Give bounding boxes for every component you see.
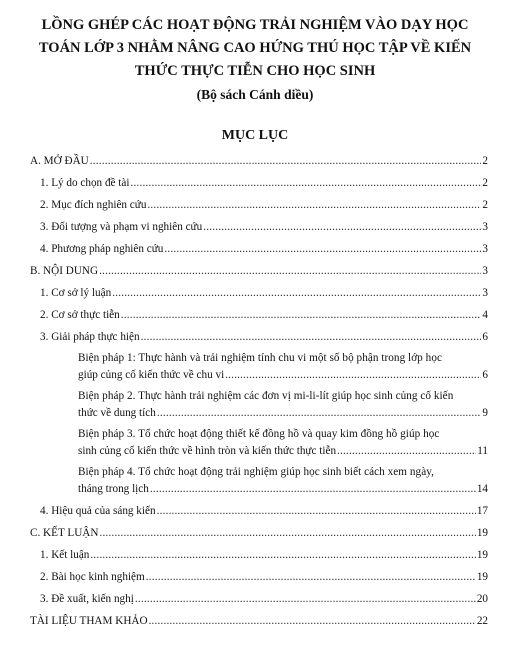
toc-page: 2	[482, 155, 488, 167]
toc-label-line-2: thức về dung tích	[78, 407, 156, 419]
toc-page: 3	[482, 265, 488, 277]
toc-leader	[150, 482, 476, 496]
title-line-1: LỒNG GHÉP CÁC HOẠT ĐỘNG TRẢI NGHIỆM VÀO DẠY HỌC	[41, 17, 469, 33]
toc-label-line-1: Biện pháp 2. Thực hành trải nghiệm các đơn vị mi-li-lít giúp học sinh củng cố kiến	[78, 390, 454, 402]
toc-page: 22	[476, 615, 488, 627]
toc-label: 1. Kết luận	[40, 549, 90, 561]
toc-page: 20	[476, 593, 488, 605]
toc-label-line-2: sinh củng cố kiến thức về hình tròn và kiến thức thực tiễn	[78, 445, 337, 457]
toc-leader	[157, 406, 482, 420]
toc-leader	[112, 286, 481, 300]
toc-label: 1. Lý do chọn đề tài	[40, 177, 130, 189]
toc-leader	[147, 198, 481, 212]
toc-entry-references	[30, 606, 488, 628]
toc-leader	[225, 368, 481, 382]
toc-entry-c	[30, 518, 488, 540]
toc-entry-c3	[30, 584, 488, 606]
document-title	[20, 14, 490, 106]
toc-entry-a3	[30, 212, 488, 234]
table-of-contents	[30, 146, 488, 628]
toc-page: 14	[476, 483, 488, 495]
toc-label: 3. Giải pháp thực hiện	[40, 331, 140, 343]
toc-page: 6	[482, 331, 488, 343]
toc-page: 3	[482, 243, 488, 255]
toc-label: 4. Hiệu quả của sáng kiến	[40, 505, 156, 517]
toc-page: 19	[476, 549, 488, 561]
toc-leader	[157, 504, 476, 518]
toc-label: C. KẾT LUẬN	[30, 527, 99, 539]
title-line-2: TOÁN LỚP 3 NHẰM NÂNG CAO HỨNG THÚ HỌC TẬP VỀ KIẾN	[38, 40, 472, 56]
toc-leader	[90, 548, 475, 562]
toc-label-line-2: giúp củng cố kiến thức về chu vi	[78, 369, 225, 381]
toc-leader	[99, 264, 481, 278]
toc-leader	[99, 526, 475, 540]
toc-label-line-1: Biện pháp 3. Tổ chức hoạt động thiết kế đồng hồ và quay kim đồng hồ giúp học	[78, 428, 440, 440]
toc-leader	[135, 592, 476, 606]
toc-entry-a	[30, 146, 488, 168]
toc-leader	[90, 154, 482, 168]
toc-page: 3	[482, 287, 488, 299]
toc-page: 9	[482, 407, 488, 419]
toc-entry-b3	[30, 322, 488, 344]
toc-label: 3. Đối tượng và phạm vi nghiên cứu	[40, 221, 203, 233]
toc-page: 2	[482, 177, 488, 189]
toc-entry-measure-1	[30, 351, 488, 382]
toc-leader	[130, 176, 481, 190]
toc-entry-b	[30, 256, 488, 278]
toc-label: TÀI LIỆU THAM KHẢO	[30, 615, 148, 627]
toc-label: 1. Cơ sở lý luận	[40, 287, 112, 299]
toc-leader	[203, 220, 481, 234]
toc-label-line-1: Biện pháp 1: Thực hành và trải nghiệm tính chu vi một số bộ phận trong lớp học	[78, 352, 442, 364]
toc-entry-c1	[30, 540, 488, 562]
toc-page: 2	[482, 199, 488, 211]
toc-entry-b1	[30, 278, 488, 300]
toc-page: 3	[482, 221, 488, 233]
toc-leader	[149, 614, 476, 628]
toc-page: 19	[476, 571, 488, 583]
toc-leader	[141, 330, 482, 344]
toc-label-line-2: tháng trong lịch	[78, 483, 149, 495]
toc-leader	[337, 444, 476, 458]
toc-entry-a2	[30, 190, 488, 212]
toc-entry-b2	[30, 300, 488, 322]
toc-entry-b4	[30, 496, 488, 518]
toc-label: 4. Phương pháp nghiên cứu	[40, 243, 164, 255]
toc-heading: MỤC LỤC	[221, 128, 289, 143]
toc-entry-measure-2	[30, 389, 488, 420]
toc-label: 2. Mục đích nghiên cứu	[40, 199, 147, 211]
toc-label: 2. Cơ sở thực tiễn	[40, 309, 120, 321]
toc-page: 17	[476, 505, 488, 517]
toc-entry-c2	[30, 562, 488, 584]
toc-page: 19	[476, 527, 488, 539]
toc-entry-measure-3	[30, 427, 488, 458]
toc-page: 6	[482, 369, 488, 381]
toc-page: 4	[482, 309, 488, 321]
toc-label: A. MỞ ĐẦU	[30, 155, 89, 167]
toc-leader	[146, 570, 476, 584]
toc-leader	[164, 242, 481, 256]
toc-page: 11	[477, 445, 488, 457]
toc-label: 2. Bài học kinh nghiệm	[40, 571, 145, 583]
toc-label: 3. Đề xuất, kiến nghị	[40, 593, 134, 605]
toc-label-line-1: Biện pháp 4. Tổ chức hoạt động trải nghiệm giúp học sinh biết cách xem ngày,	[78, 466, 434, 478]
toc-leader	[121, 308, 482, 322]
toc-entry-measure-4	[30, 465, 488, 496]
title-subtitle: (Bộ sách Cánh diều)	[196, 87, 314, 102]
toc-label: B. NỘI DUNG	[30, 265, 99, 277]
toc-entry-a4	[30, 234, 488, 256]
toc-entry-a1	[30, 168, 488, 190]
title-line-3: THỨC THỰC TIỄN CHO HỌC SINH	[134, 63, 376, 79]
